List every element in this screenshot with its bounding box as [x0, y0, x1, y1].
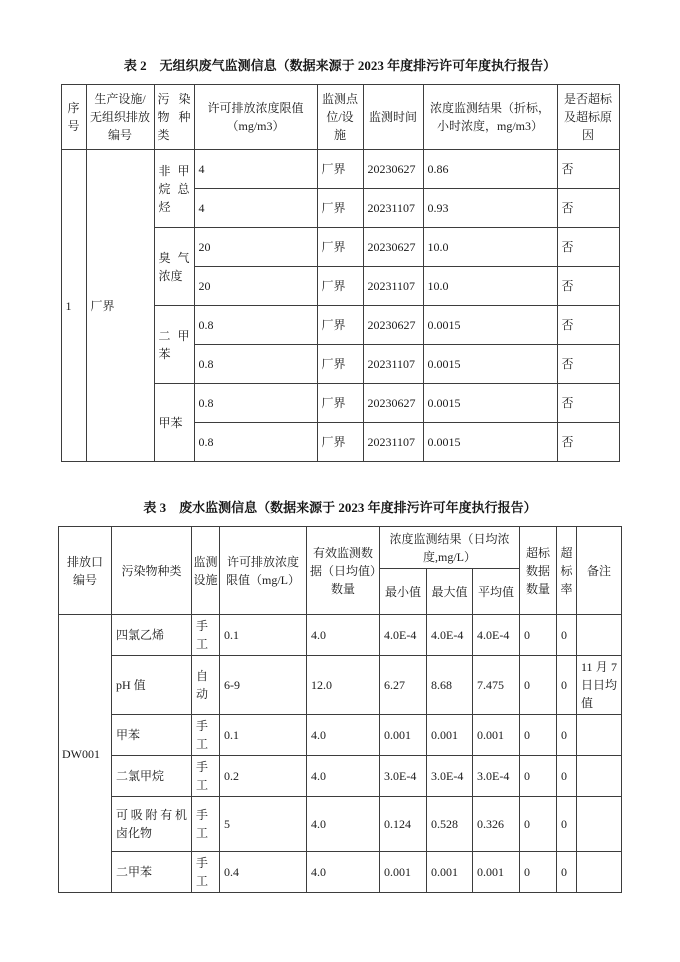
- avg-cell: 4.0E-4: [473, 615, 520, 656]
- point-cell: 厂界: [317, 228, 363, 267]
- remark-cell: [577, 715, 622, 756]
- time-cell: 20231107: [363, 267, 423, 306]
- time-cell: 20231107: [363, 423, 423, 462]
- remark-cell: [577, 852, 622, 893]
- column-header-method: 监测设施: [192, 527, 220, 615]
- table-header-row: [59, 527, 622, 569]
- column-header-remark: 备注: [577, 527, 622, 615]
- point-cell: 厂界: [317, 189, 363, 228]
- result-cell: 0.0015: [423, 384, 557, 423]
- min-cell: 0.001: [380, 852, 427, 893]
- pollutant-cell: 四氯乙烯: [112, 615, 192, 656]
- exceed-cell: 否: [557, 189, 619, 228]
- column-header-limit: 许可排放浓度限值（mg/m3）: [194, 85, 317, 150]
- avg-cell: 0.326: [473, 797, 520, 852]
- column-header-result: 浓度监测结果（折标，小时浓度，mg/m3）: [423, 85, 557, 150]
- limit-cell: 0.8: [194, 345, 317, 384]
- column-header-exceed-count: 超标数据数量: [520, 527, 557, 615]
- avg-cell: 0.001: [473, 852, 520, 893]
- method-cell: 手工: [192, 797, 220, 852]
- column-header-exceed-rate: 超标率: [557, 527, 577, 615]
- result-cell: 0.0015: [423, 306, 557, 345]
- exceed-count-cell: 0: [520, 656, 557, 715]
- limit-cell: 20: [194, 267, 317, 306]
- valid-cell: 4.0: [307, 852, 380, 893]
- time-cell: 20231107: [363, 345, 423, 384]
- remark-cell: [577, 756, 622, 797]
- min-cell: 0.124: [380, 797, 427, 852]
- avg-cell: 0.001: [473, 715, 520, 756]
- pollutant-cell: 可吸附有机卤化物: [112, 797, 192, 852]
- table-row: [59, 852, 622, 893]
- result-cell: 0.0015: [423, 345, 557, 384]
- limit-cell: 0.8: [194, 384, 317, 423]
- avg-cell: 7.475: [473, 656, 520, 715]
- method-cell: 手工: [192, 756, 220, 797]
- result-cell: 0.93: [423, 189, 557, 228]
- limit-cell: 5: [220, 797, 307, 852]
- valid-cell: 4.0: [307, 715, 380, 756]
- wastewater-monitoring-table: [58, 526, 622, 893]
- exceed-cell: 否: [557, 345, 619, 384]
- pollutant-cell: 非甲烷总烃: [154, 150, 194, 228]
- min-cell: 0.001: [380, 715, 427, 756]
- limit-cell: 6-9: [220, 656, 307, 715]
- limit-cell: 0.1: [220, 715, 307, 756]
- limit-cell: 0.2: [220, 756, 307, 797]
- column-header-point: 监测点位/设施: [317, 85, 363, 150]
- table2-title: 表 2 无组织废气监测信息（数据来源于 2023 年度排污许可年度执行报告）: [123, 58, 557, 73]
- exceed-rate-cell: 0: [557, 715, 577, 756]
- point-cell: 厂界: [317, 423, 363, 462]
- valid-cell: 4.0: [307, 797, 380, 852]
- result-cell: 10.0: [423, 228, 557, 267]
- exceed-cell: 否: [557, 267, 619, 306]
- limit-cell: 0.8: [194, 306, 317, 345]
- min-cell: 4.0E-4: [380, 615, 427, 656]
- pollutant-cell: 二甲苯: [112, 852, 192, 893]
- pollutant-cell: 二氯甲烷: [112, 756, 192, 797]
- column-header-pollutant: 污染物种类: [112, 527, 192, 615]
- table-row: [61, 150, 619, 189]
- max-cell: 4.0E-4: [427, 615, 473, 656]
- column-header-max: 最大值: [427, 569, 473, 615]
- valid-cell: 4.0: [307, 615, 380, 656]
- seq-cell: 1: [61, 150, 86, 462]
- point-cell: 厂界: [317, 306, 363, 345]
- time-cell: 20231107: [363, 189, 423, 228]
- max-cell: 0.001: [427, 852, 473, 893]
- column-header-pollutant: 污染物种类: [154, 85, 194, 150]
- exceed-rate-cell: 0: [557, 852, 577, 893]
- table-row: [59, 615, 622, 656]
- table-header-row: [61, 85, 619, 150]
- max-cell: 8.68: [427, 656, 473, 715]
- min-cell: 6.27: [380, 656, 427, 715]
- remark-cell: 11月7日日均值: [577, 656, 622, 715]
- column-header-time: 监测时间: [363, 85, 423, 150]
- result-cell: 10.0: [423, 267, 557, 306]
- gas-monitoring-table: [61, 84, 620, 462]
- column-header-outlet: 排放口编号: [59, 527, 112, 615]
- max-cell: 3.0E-4: [427, 756, 473, 797]
- table-row: [59, 715, 622, 756]
- exceed-count-cell: 0: [520, 797, 557, 852]
- table3-title: 表 3 废水监测信息（数据来源于 2023 年度排污许可年度执行报告）: [143, 500, 537, 516]
- table-row: [59, 656, 622, 715]
- pollutant-cell: 甲苯: [154, 384, 194, 462]
- column-header-facility: 生产设施/无组织排放编号: [86, 85, 154, 150]
- point-cell: 厂界: [317, 345, 363, 384]
- exceed-count-cell: 0: [520, 615, 557, 656]
- min-cell: 3.0E-4: [380, 756, 427, 797]
- pollutant-cell: 臭气浓度: [154, 228, 194, 306]
- result-cell: 0.0015: [423, 423, 557, 462]
- exceed-count-cell: 0: [520, 756, 557, 797]
- pollutant-cell: 甲苯: [112, 715, 192, 756]
- limit-cell: 0.8: [194, 423, 317, 462]
- remark-cell: [577, 797, 622, 852]
- point-cell: 厂界: [317, 150, 363, 189]
- facility-cell: 厂界: [86, 150, 154, 462]
- time-cell: 20230627: [363, 150, 423, 189]
- exceed-rate-cell: 0: [557, 615, 577, 656]
- column-header-result-group: 浓度监测结果（日均浓度,mg/L）: [380, 527, 520, 569]
- column-header-valid: 有效监测数据（日均值）数量: [307, 527, 380, 615]
- max-cell: 0.001: [427, 715, 473, 756]
- exceed-rate-cell: 0: [557, 756, 577, 797]
- column-header-seq: 序号: [61, 85, 86, 150]
- limit-cell: 0.4: [220, 852, 307, 893]
- point-cell: 厂界: [317, 267, 363, 306]
- method-cell: 手工: [192, 852, 220, 893]
- method-cell: 手工: [192, 715, 220, 756]
- column-header-avg: 平均值: [473, 569, 520, 615]
- limit-cell: 0.1: [220, 615, 307, 656]
- column-header-limit: 许可排放浓度限值（mg/L）: [220, 527, 307, 615]
- exceed-count-cell: 0: [520, 715, 557, 756]
- exceed-cell: 否: [557, 423, 619, 462]
- max-cell: 0.528: [427, 797, 473, 852]
- avg-cell: 3.0E-4: [473, 756, 520, 797]
- time-cell: 20230627: [363, 228, 423, 267]
- limit-cell: 4: [194, 150, 317, 189]
- limit-cell: 20: [194, 228, 317, 267]
- table-row: [59, 756, 622, 797]
- exceed-cell: 否: [557, 384, 619, 423]
- exceed-cell: 否: [557, 306, 619, 345]
- valid-cell: 12.0: [307, 656, 380, 715]
- table-row: [59, 797, 622, 852]
- column-header-exceed: 是否超标及超标原因: [557, 85, 619, 150]
- method-cell: 自动: [192, 656, 220, 715]
- method-cell: 手工: [192, 615, 220, 656]
- pollutant-cell: 二甲苯: [154, 306, 194, 384]
- result-cell: 0.86: [423, 150, 557, 189]
- exceed-rate-cell: 0: [557, 797, 577, 852]
- time-cell: 20230627: [363, 384, 423, 423]
- time-cell: 20230627: [363, 306, 423, 345]
- exceed-count-cell: 0: [520, 852, 557, 893]
- limit-cell: 4: [194, 189, 317, 228]
- exceed-rate-cell: 0: [557, 656, 577, 715]
- exceed-cell: 否: [557, 150, 619, 189]
- point-cell: 厂界: [317, 384, 363, 423]
- pollutant-cell: pH 值: [112, 656, 192, 715]
- exceed-cell: 否: [557, 228, 619, 267]
- outlet-cell: DW001: [59, 615, 112, 893]
- remark-cell: [577, 615, 622, 656]
- valid-cell: 4.0: [307, 756, 380, 797]
- column-header-min: 最小值: [380, 569, 427, 615]
